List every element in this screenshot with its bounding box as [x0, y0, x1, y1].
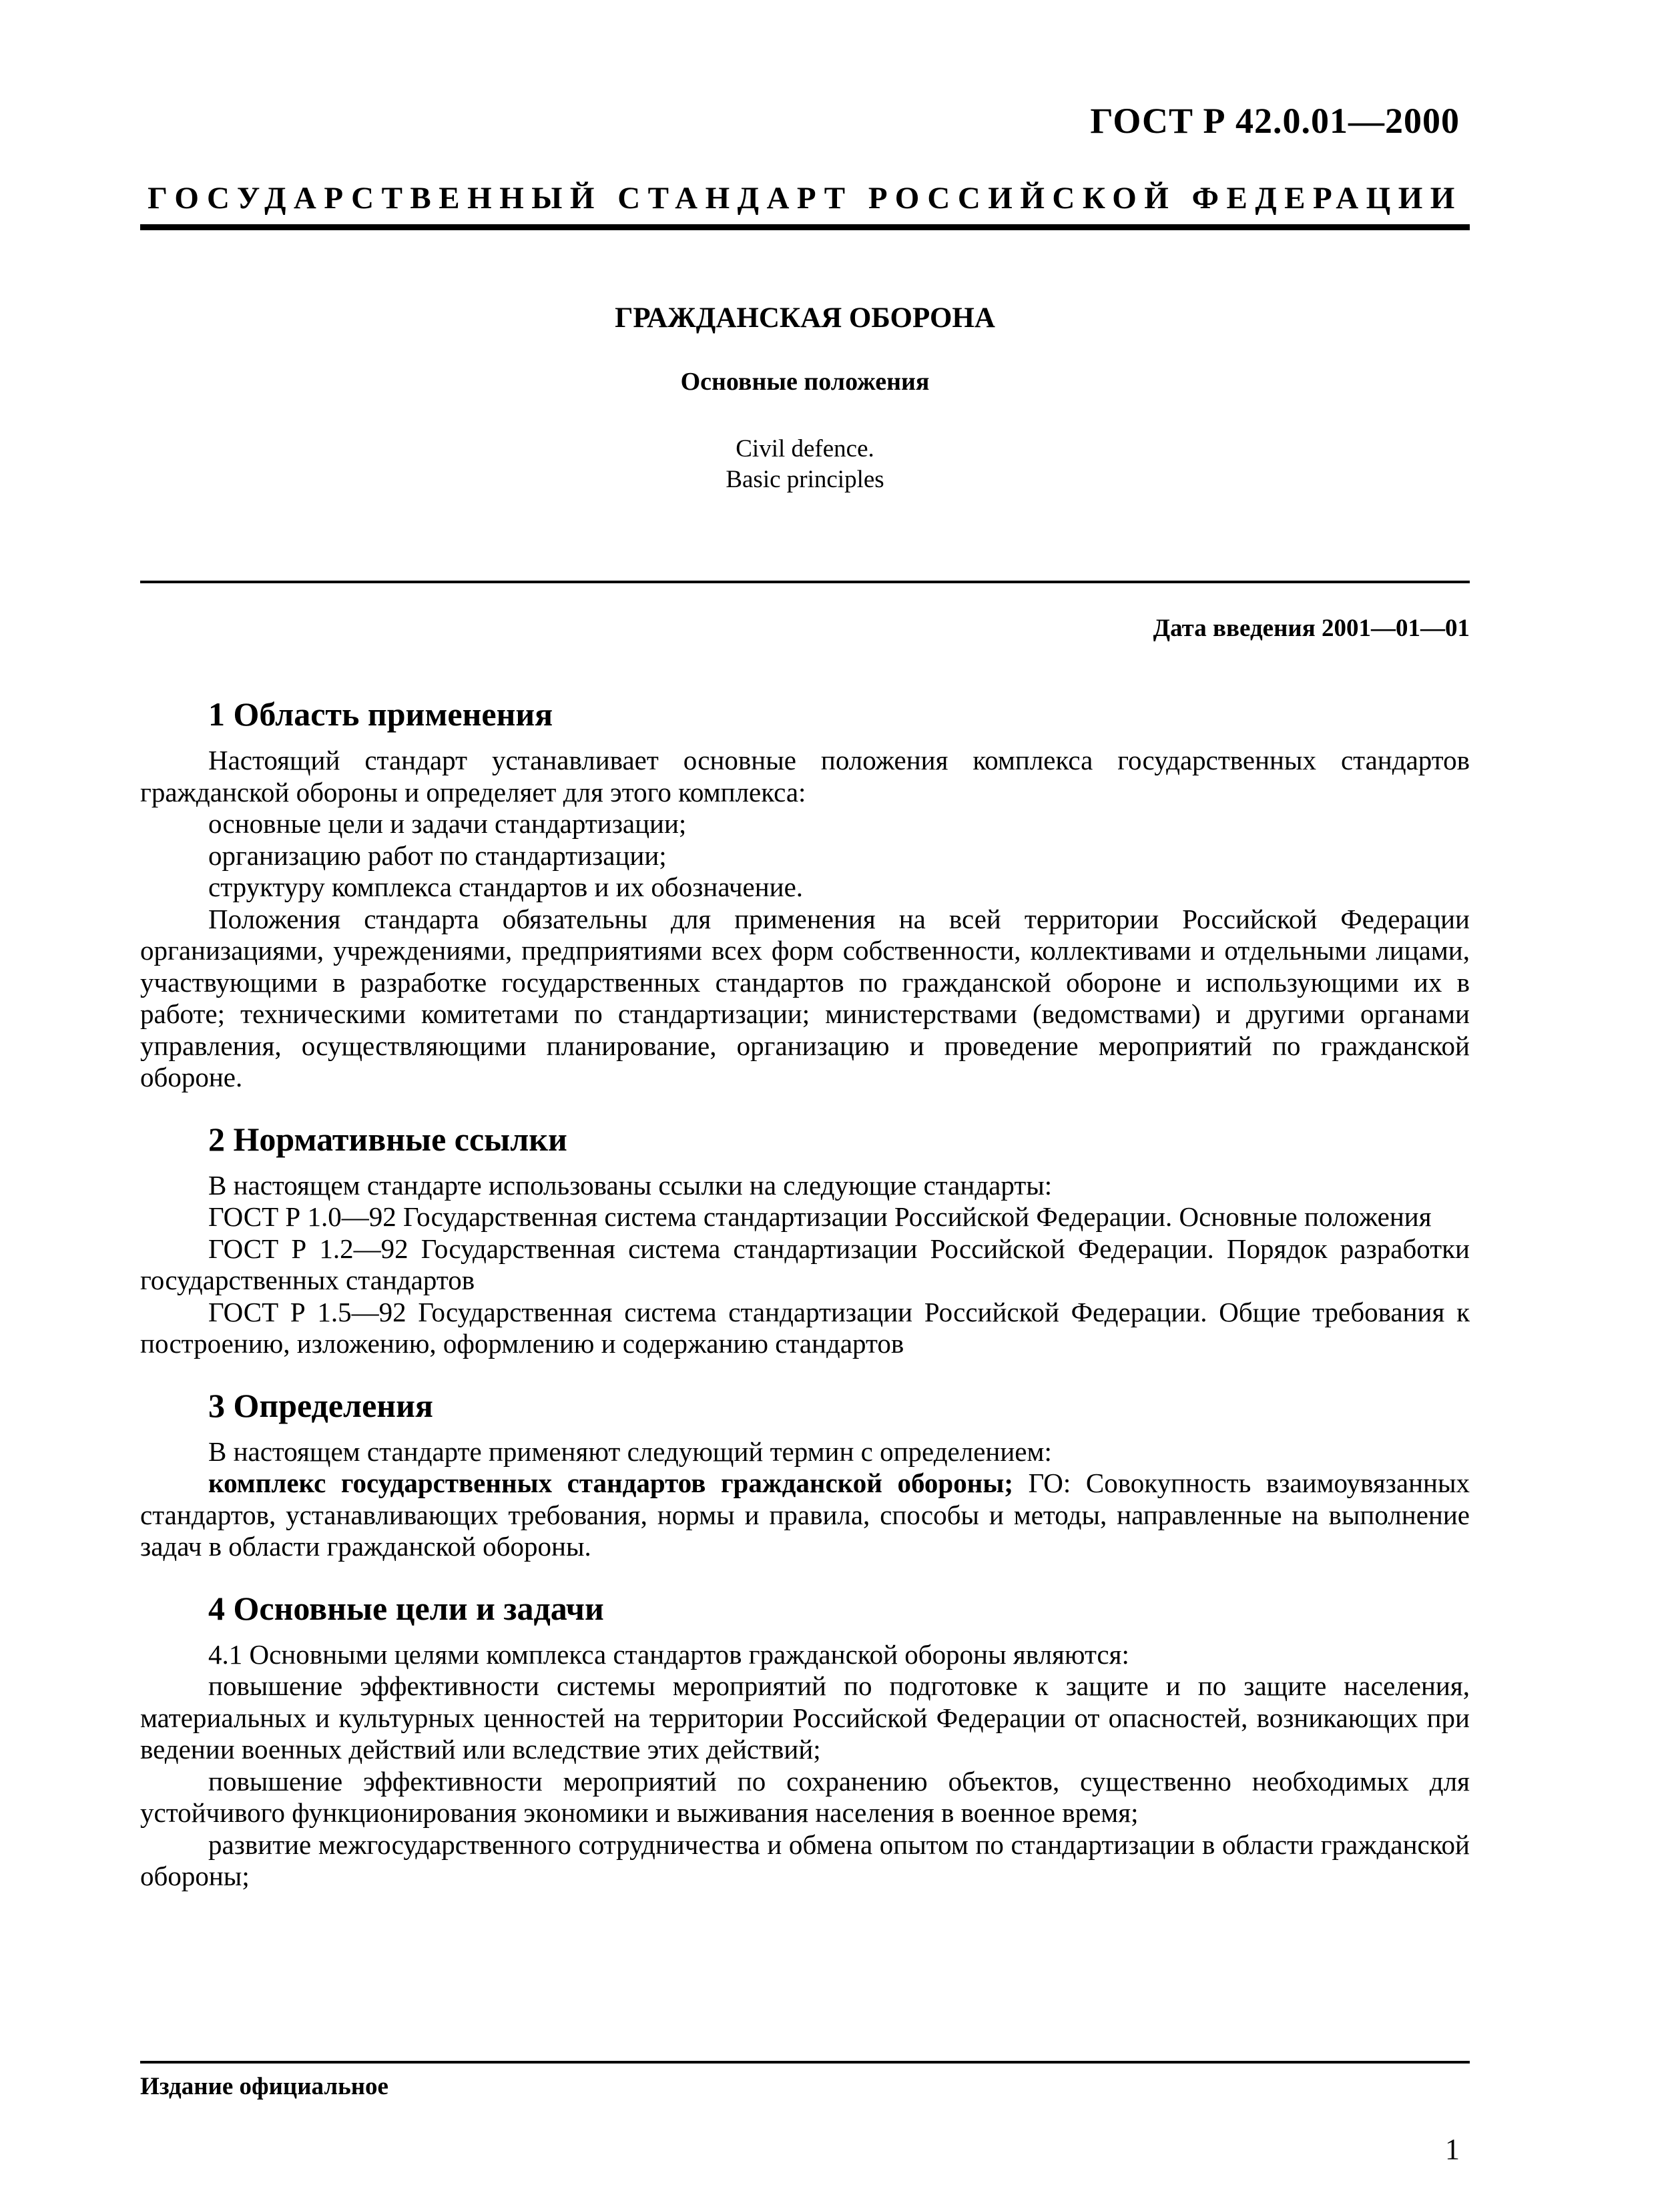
section-scope [140, 694, 1470, 1094]
section-heading: 3 Определения [208, 1386, 433, 1424]
section-goals-and-tasks [140, 1588, 1470, 1893]
paragraph: 4.1 Основными целями комплекса стандартов гражданской обороны являются: [208, 1638, 1129, 1670]
section-heading: 2 Нормативные ссылки [208, 1120, 567, 1158]
header-rule [140, 224, 1470, 230]
document-title: ГРАЖДАНСКАЯ ОБОРОНА [615, 302, 995, 334]
list-item: структуру комплекса стандартов и их обозначение. [208, 872, 804, 902]
paragraph: Положения стандарта обязательны для применения на всей территории Российской Федерации организациями, учреждениями, предприятиями всех форм собственности, коллективами и отдельными лицами, участвующими в разработке государственных стандартов по гражданской обороне и использующими их в работе; техническими комитетами по стандартизации; министерствами (ведомствами) и другими органами управления, осуществляющими планирование, организацию и проведение мероприятий по гражданской обороне. [140, 903, 1470, 1092]
page-number: 1 [1445, 2133, 1460, 2166]
section-heading: 4 Основные цели и задачи [208, 1589, 604, 1627]
list-item: основные цели и задачи стандартизации; [208, 808, 687, 839]
section-normative-references [140, 1119, 1470, 1360]
list-item: организацию работ по стандартизации; [208, 840, 667, 871]
reference-item: ГОСТ Р 1.0—92 Государственная система стандартизации Российской Федерации. Основные положения [208, 1201, 1432, 1232]
reference-item: ГОСТ Р 1.5—92 Государственная система стандартизации Российской Федерации. Общие требования к построению, изложению, оформлению и содержанию стандартов [140, 1296, 1470, 1359]
definition-paragraph [140, 1468, 1470, 1563]
list-item: повышение эффективности мероприятий по сохранению объектов, существенно необходимых для устойчивого функционирования экономики и выживания населения в военное время; [140, 1765, 1470, 1828]
reference-item: ГОСТ Р 1.2—92 Государственная система стандартизации Российской Федерации. Порядок разработки государственных стандартов [140, 1233, 1470, 1295]
list-item: повышение эффективности системы мероприятий по подготовке к защите и по защите населения, материальных и культурных ценностей на территории Российской Федерации от опасностей, возникающих при ведении военных действий или вследствие этих действий; [140, 1670, 1470, 1765]
title-divider-rule [140, 581, 1470, 583]
document-number: ГОСТ Р 42.0.01—2000 [1090, 101, 1460, 141]
paragraph: Настоящий стандарт устанавливает основные положения комплекса государственных стандартов гражданской обороны и определяет для этого комплекса: [140, 745, 1470, 808]
edition-label: Издание официальное [140, 2073, 388, 2100]
term-definition: ГО: Совокупность взаимоувязанных стандартов, устанавливающих требования, нормы и правила, способы и методы, направленные на выполнение задач в области гражданской обороны. [140, 1468, 1470, 1562]
document-subtitle: Основные положения [680, 368, 930, 396]
english-title-line-2: Basic principles [726, 466, 884, 493]
document-body [140, 694, 1470, 1918]
paragraph: В настоящем стандарте использованы ссылки на следующие стандарты: [208, 1169, 1053, 1201]
footer-rule [140, 2061, 1470, 2064]
paragraph: В настоящем стандарте применяют следующий термин с определением: [208, 1436, 1052, 1467]
english-title [140, 434, 1470, 495]
defined-term: комплекс государственных стандартов гражданской обороны; [208, 1468, 1013, 1498]
english-title-line-1: Civil defence. [736, 435, 874, 462]
introduction-date: Дата введения 2001—01—01 [1153, 615, 1470, 642]
list-item: развитие межгосударственного сотрудничества и обмена опытом по стандартизации в области гражданской обороны; [140, 1829, 1470, 1891]
state-standard-heading: ГОСУДАРСТВЕННЫЙ СТАНДАРТ РОССИЙСКОЙ ФЕДЕРАЦИИ [148, 181, 1462, 216]
section-heading: 1 Область применения [208, 695, 553, 733]
section-definitions [140, 1385, 1470, 1563]
